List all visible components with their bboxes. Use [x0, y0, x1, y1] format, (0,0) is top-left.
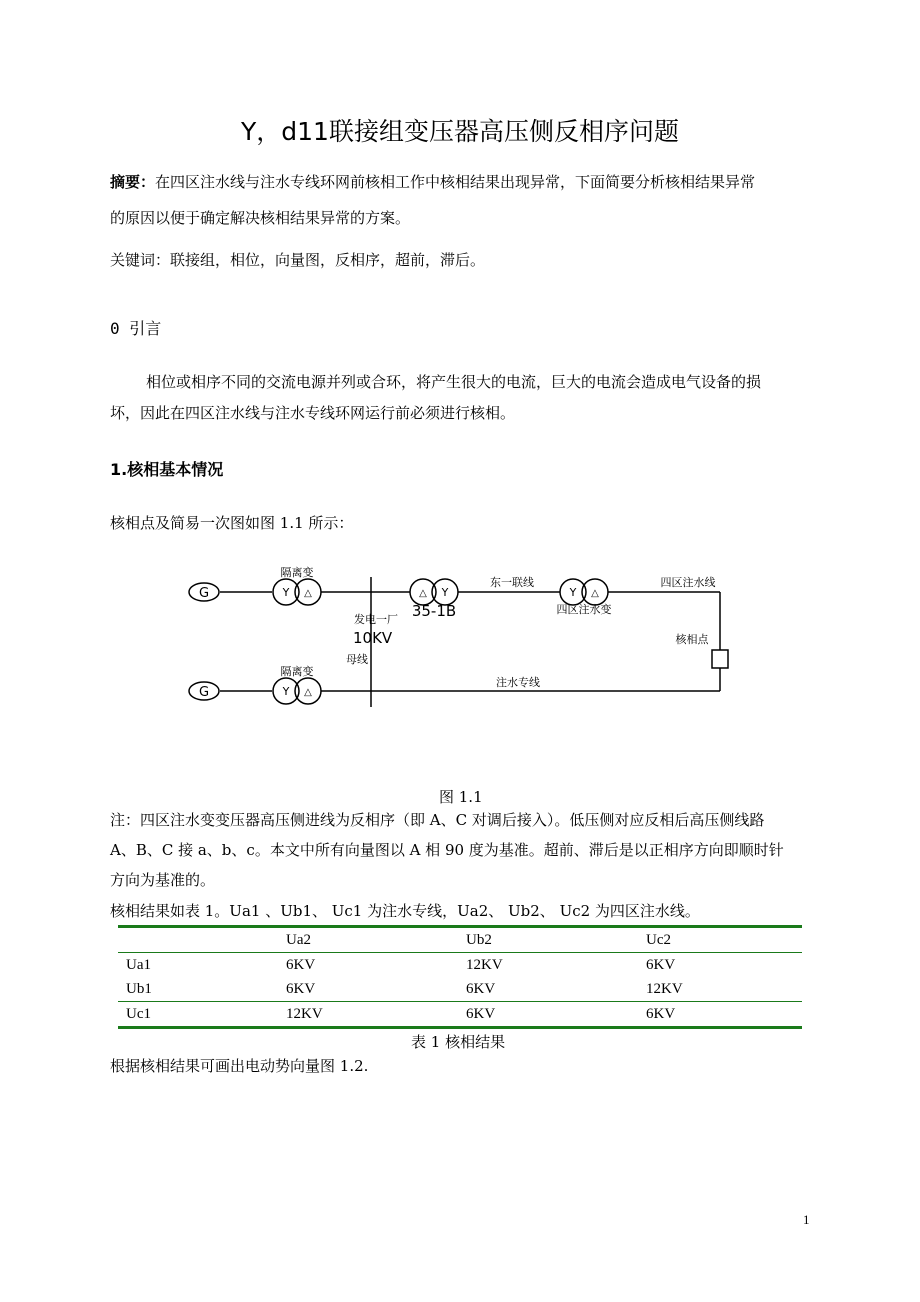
feeder-label: 四区注水线: [660, 576, 716, 589]
table-cell: 6KV: [458, 977, 638, 1002]
document-title: Y，d11联接组变压器高压侧反相序问题: [241, 117, 679, 146]
table-cell: 6KV: [638, 1002, 802, 1028]
substation-delta: △: [591, 588, 599, 599]
closing-text: 根据核相结果可画出电动势向量图 1.2.: [110, 1057, 369, 1075]
intro-para-line-2: 坏，因此在四区注水线与注水专线环网运行前必须进行核相。: [110, 404, 516, 422]
table-cell: 12KV: [278, 1002, 458, 1028]
bus-label-bus: 母线: [346, 653, 368, 666]
transformer-35-label: 35-1B: [411, 602, 457, 620]
table-cell: 6KV: [278, 977, 458, 1002]
table-cell: Uc1: [118, 1002, 278, 1028]
phase-check-point-label: 核相点: [675, 633, 709, 646]
transformer-35-star: Y: [441, 586, 449, 599]
section-0-heading: 0 引言: [110, 319, 162, 338]
note-line-1: 注：四区注水变变压器高压侧进线为反相序（即 A、C 对调后接入）。低压侧对应反相后高压侧线路: [110, 811, 765, 829]
table-row: [118, 1002, 802, 1028]
substation-label: 四区注水变: [556, 603, 612, 616]
abstract-line-1: 摘要：在四区注水线与注水专线环网前核相工作中核相结果出现异常，下面简要分析核相结果异常: [110, 173, 756, 191]
table-cell: 6KV: [286, 956, 316, 973]
table-header-cell: Uc2: [638, 927, 802, 953]
table-row: [118, 953, 802, 978]
table-cell: Ub1: [118, 977, 278, 1002]
table-cell: 6KV: [458, 1002, 638, 1028]
single-line-diagram: [180, 565, 740, 715]
substation-star: Y: [569, 586, 577, 599]
table-cell: 12KV: [466, 956, 503, 973]
abstract-line-2: 的原因以便于确定解决核相结果异常的方案。: [110, 209, 411, 227]
isolation-top-label: 隔离变: [280, 566, 314, 579]
isolation-top-delta: △: [304, 588, 312, 599]
table-intro: 核相结果如表 1。Ua1 、Ub1、 Uc1 为注水专线，Ua2、 Ub2、 Uc2 为四区注水线。: [110, 902, 700, 920]
special-line-label: 注水专线: [496, 676, 540, 689]
isolation-top-star: Y: [282, 586, 290, 599]
note-line-3: 方向为基准的。: [110, 871, 216, 889]
isolation-bottom-star: Y: [282, 685, 290, 698]
isolation-bottom-delta: △: [304, 687, 312, 698]
abstract-label: 摘要：: [110, 173, 156, 191]
intro-para-line-1: 相位或相序不同的交流电源并列或合环，将产生很大的电流，巨大的电流会造成电气设备的损: [146, 373, 762, 391]
table-header-row: [118, 927, 802, 953]
bus-label-voltage: 10KV: [353, 629, 393, 647]
table-row: [118, 977, 802, 1002]
table-cell: 6KV: [646, 956, 676, 973]
isolation-bottom-label: 隔离变: [280, 665, 314, 678]
table-header-cell: [118, 927, 278, 953]
figure-caption: 图 1.1: [439, 788, 483, 806]
table-cell: Ua1: [126, 956, 151, 973]
line-label: 东一联线: [490, 576, 534, 589]
generator-top-label: G: [198, 586, 210, 601]
section-1-heading: 1.核相基本情况: [110, 460, 224, 479]
bus-label-plant: 发电一厂: [354, 613, 398, 626]
generator-bottom-label: G: [198, 685, 210, 700]
figure-intro: 核相点及简易一次图如图 1.1 所示：: [110, 514, 354, 532]
table-header-cell: Ua2: [278, 927, 458, 953]
note-line-2: A、B、C 接 a、b、c。本文中所有向量图以 A 相 90 度为基准。超前、滞后是以正相序方向即顺时针: [110, 841, 784, 859]
page-number: 1: [803, 1212, 810, 1227]
table-cell: 12KV: [638, 977, 802, 1002]
transformer-35-delta: △: [419, 588, 427, 599]
keywords: 关键词：联接组，相位，向量图，反相序，超前，滞后。: [110, 251, 486, 269]
table-header-cell: Ub2: [458, 927, 638, 953]
results-table: [118, 925, 802, 1029]
table-caption: 表 1 核相结果: [411, 1033, 506, 1051]
phase-check-point-symbol: [712, 650, 728, 668]
